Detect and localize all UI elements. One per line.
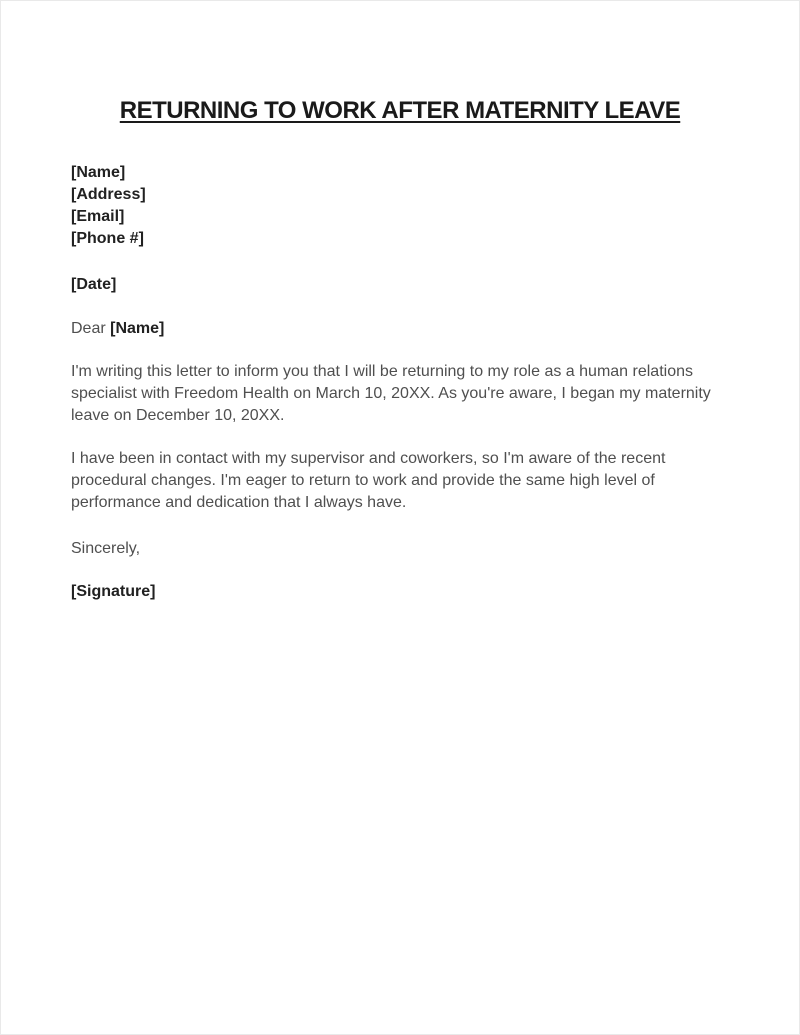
recipient-name-placeholder: [Name] — [110, 320, 165, 337]
letter-content — [1, 96, 799, 603]
sender-phone-placeholder: [Phone #] — [71, 230, 144, 247]
sender-email-placeholder: [Email] — [71, 208, 125, 225]
document-title: RETURNING TO WORK AFTER MATERNITY LEAVE — [119, 97, 681, 124]
salutation-line — [71, 318, 729, 340]
sender-info-block — [71, 162, 729, 250]
sender-address-placeholder: [Address] — [71, 186, 146, 203]
body-paragraph-1: I'm writing this letter to inform you that I will be returning to my role as a human relations specialist with Freedom Health on March 10, 20XX. As you're aware, I began my maternity leave on December 10, 20XX. — [71, 363, 711, 424]
date-placeholder: [Date] — [71, 276, 117, 293]
salutation-greeting: Dear — [71, 320, 111, 337]
sender-name-placeholder: [Name] — [71, 164, 126, 181]
signature-placeholder: [Signature] — [71, 583, 156, 600]
closing-line: Sincerely, — [71, 540, 141, 557]
body-paragraph-2: I have been in contact with my supervisor and coworkers, so I'm aware of the recent procedural changes. I'm eager to return to work and provide the same high level of performance and dedication that I always have. — [71, 450, 666, 511]
